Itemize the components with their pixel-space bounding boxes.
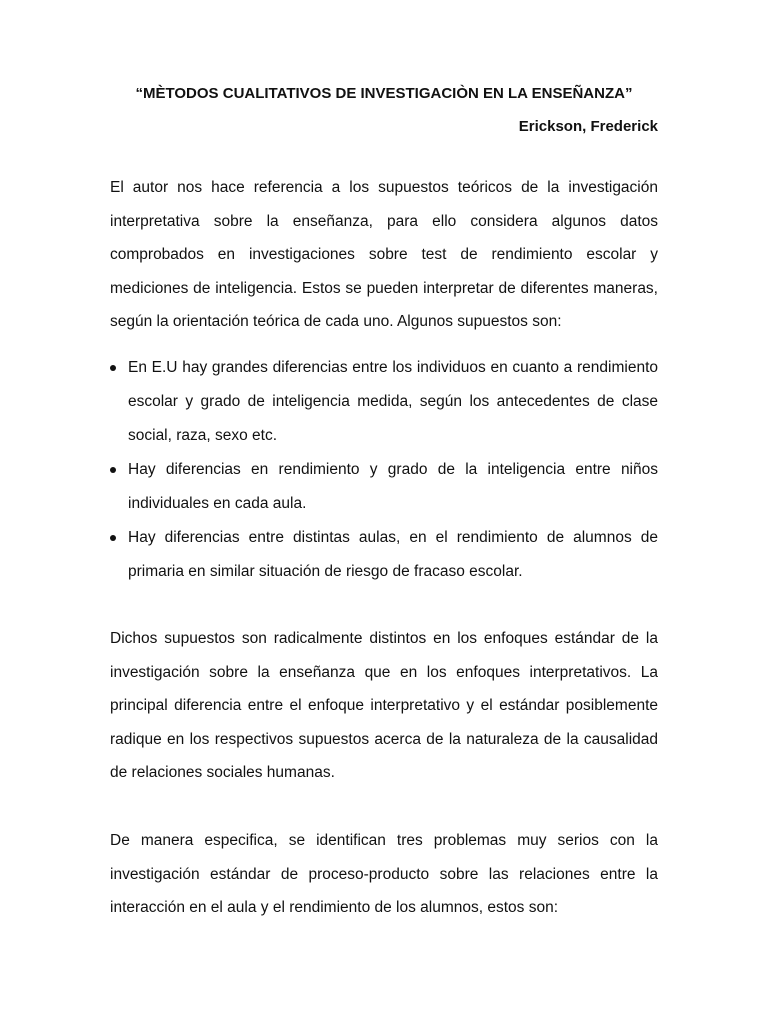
paragraph-problems: De manera especifica, se identifican tres problemas muy serios con la investigación estándar de proceso-producto sobre las relaciones entre la interacción en el aula y el rendimiento de los alumnos, estos son: bbox=[110, 832, 658, 917]
bullet-icon bbox=[110, 535, 116, 541]
document-author: Erickson, Frederick bbox=[518, 118, 658, 135]
list-item bbox=[110, 351, 658, 453]
list-item bbox=[110, 521, 658, 589]
bullet-icon bbox=[110, 467, 116, 473]
list-item-text: Hay diferencias entre distintas aulas, en el rendimiento de alumnos de primaria en similar situación de riesgo de fracaso escolar. bbox=[128, 529, 658, 580]
document-title: “MÈTODOS CUALITATIVOS DE INVESTIGACIÒN EN LA ENSEÑANZA” bbox=[135, 85, 633, 102]
assumptions-list bbox=[110, 351, 658, 589]
paragraph-differences: Dichos supuestos son radicalmente distintos en los enfoques estándar de la investigación sobre la enseñanza que en los enfoques interpretativos. La principal diferencia entre el enfoque interpretativo y el estándar posiblemente radique en los respectivos supuestos acerca de la naturaleza de la causalidad de relaciones sociales humanas. bbox=[110, 630, 658, 782]
list-item bbox=[110, 453, 658, 521]
paragraph-intro: El autor nos hace referencia a los supuestos teóricos de la investigación interpretativa sobre la enseñanza, para ello considera algunos datos comprobados en investigaciones sobre test de rendimiento escolar y mediciones de inteligencia. Estos se pueden interpretar de diferentes maneras, según la orientación teórica de cada uno. Algunos supuestos son: bbox=[110, 179, 658, 331]
list-item-text: En E.U hay grandes diferencias entre los individuos en cuanto a rendimiento escolar y grado de inteligencia medida, según los antecedentes de clase social, raza, sexo etc. bbox=[128, 359, 658, 444]
list-item-text: Hay diferencias en rendimiento y grado de la inteligencia entre niños individuales en cada aula. bbox=[128, 461, 658, 512]
bullet-icon bbox=[110, 365, 116, 371]
